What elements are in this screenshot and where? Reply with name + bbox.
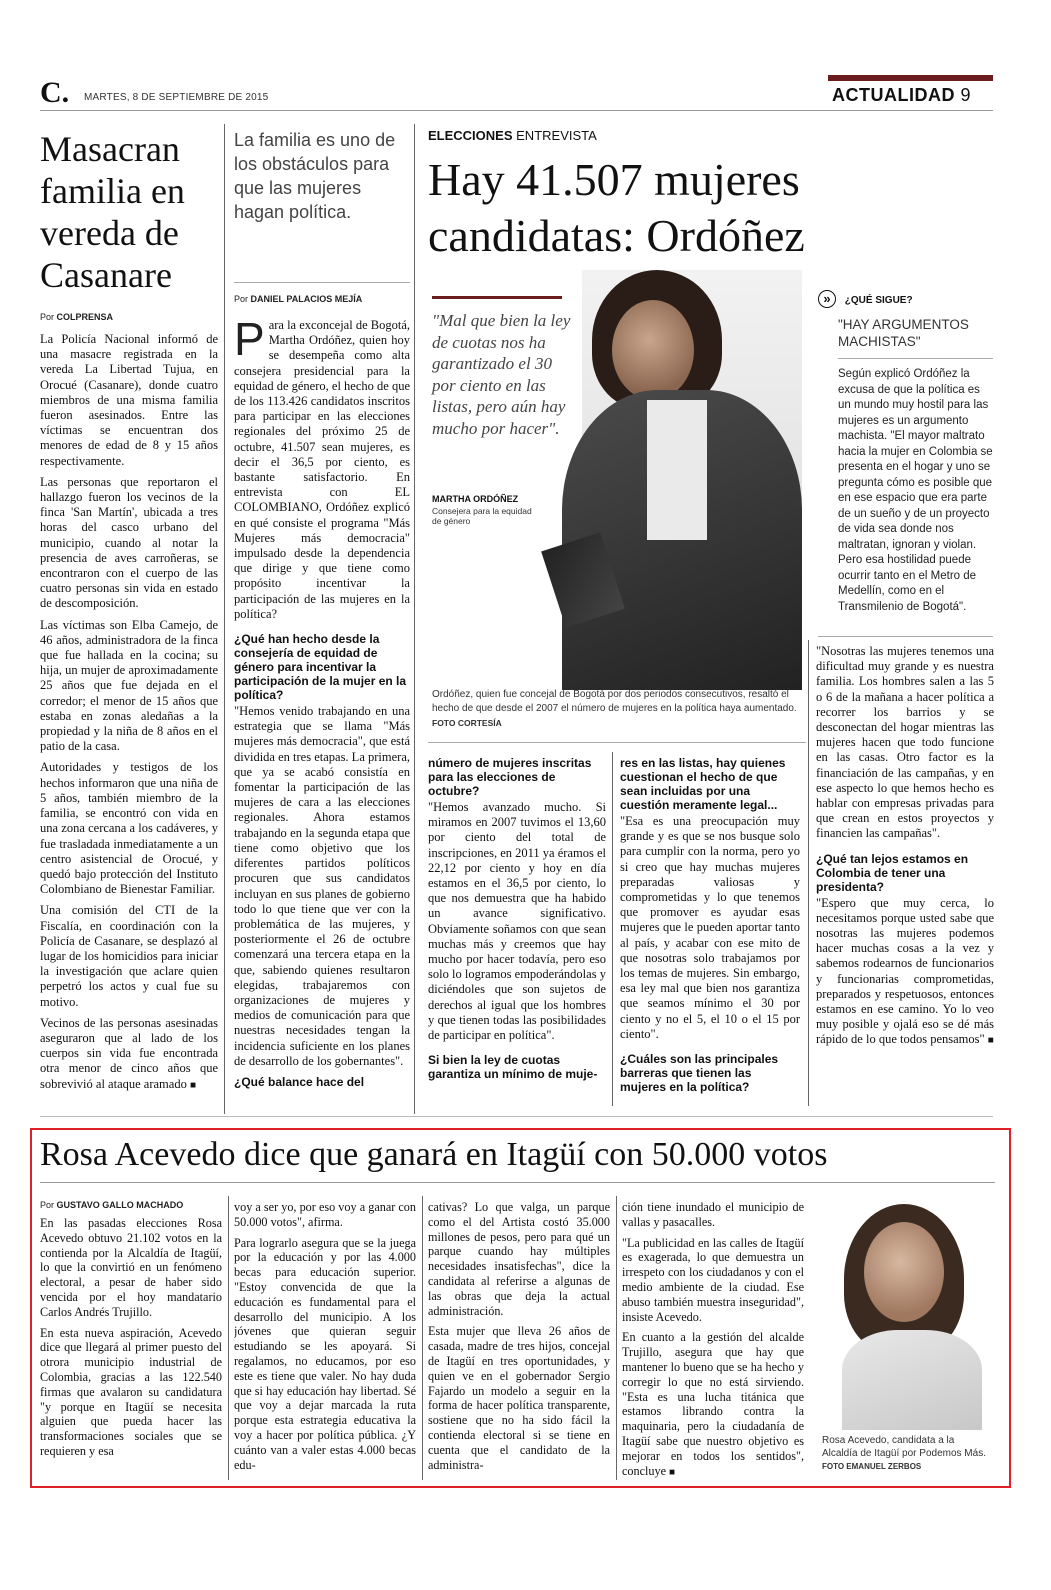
paragraph [40,1016,218,1093]
column-rule [414,124,415,1114]
photo-shirt [647,400,707,540]
caption-rule [428,742,806,743]
pullquote-top: La familia es uno de los obstáculos para que las mujeres hagan política. [234,130,396,222]
acevedo-headline: Rosa Acevedo dice que ganará en Itagüí con 50.000 votos [40,1136,828,1173]
acevedo-col-4 [622,1200,804,1484]
section-separator [40,1116,993,1117]
masacre-article [40,128,218,1102]
sidebar-header [818,290,993,308]
question: Si bien la ley de cuotas garantiza un mínimo de muje- [428,1053,598,1082]
paragraph: "La publicidad en las calles de Itagüí es exagerada, lo que demuestra un irrespeto con los ciudadanos y con el medio ambiente de la ciudad. Ese abuso también muestra inseguridad", insiste Acevedo. [622,1235,804,1324]
ordonez-quote-rule [432,296,562,299]
intro-paragraph [234,318,410,622]
column-rule [616,1196,617,1480]
kicker-light: ENTREVISTA [516,128,597,143]
sidebar-bottom-rule [818,636,993,637]
page-number: 9 [960,85,972,105]
paragraph: Una comisión del CTI de la Fiscalía, en coordinación con la Policía de Casanare, se desplazó al lugar de los homicidios para iniciar la investigación que aclare quien perpetró los actos y cual fue su motivo. [40,903,218,1009]
paragraph: En esta nueva aspiración, Acevedo dice que llegará al primer puesto del otrora municipio industrial de Colombia, gracias a las 122.540 firmas que avalaron su candidatura "y porque en Itagüí se necesita alguien que pueda hacer las transformaciones sociales que se requieren y esa [40,1325,222,1458]
byline-prefix: Por [40,1200,55,1210]
sidebar-title: "HAY ARGUMENTOS MACHISTAS" [838,316,993,359]
ordonez-photo-caption [432,688,802,731]
sidebar [818,290,993,615]
header-rule [40,110,993,111]
ordonez-quote: "Mal que bien la ley de cuotas nos ha garantizado el 30 por ciento en las listas, pero aún hay mucho por hacer". [432,311,571,438]
paragraph-text: En cuanto a la gestión del alcalde Trujillo, asegura que hay que mantener lo bueno que se ha hecho y corregir lo que no está sirviendo. "Esta es una lucha titánica que estamos librando contra la maquinaria, pero la ciudadanía de Itagüí sabe que nuestro objetivo es mejorar en todos los sentidos", concluye [622,1330,804,1478]
quote-role: Consejera para la equidad de género [432,506,532,526]
question: ¿Qué balance hace del [234,1074,365,1089]
paragraph: En las pasadas elecciones Rosa Acevedo obtuvo 21.102 votos en la contienda por la Alcaldía de Itagüí, lo que la convirtió en un fenómeno electoral, a pesar de haber sido vencida por el hoy mandatario Carlos Andrés Trujillo. [40,1216,222,1319]
acevedo-photo [822,1200,992,1430]
end-mark: ■ [669,1466,676,1478]
ordonez-col-4 [816,644,994,1106]
acevedo-col-2 [234,1200,416,1484]
issue-date: MARTES, 8 DE SEPTIEMBRE DE 2015 [84,92,269,103]
answer: "Hemos avanzado mucho. Si miramos en 2007 tuvimos el 13,60 por ciento del total de inscripciones, en 2011 ya éramos el 22,12 por ciento y hoy en día estamos en el 36,5 por ciento, lo que nos demuestra que ha habido un avance significativo. Obviamente soñamos con que sean muchas más y creemos que hay mucho por hacer todavía, pero eso solo lo logramos empoderándolas y diciéndoles que son sujetos de derechos al igual que los hombres y que tienen todas las posibilidades de participar en política". [428,800,606,1043]
byline-prefix: Por [40,312,55,322]
intro-text: ara la exconcejal de Bogotá, Martha Ordóñez, quien hoy se desempeña como alta consejera presidencial para la equidad de género, el hecho de que de los 113.426 candidatos inscritos para participar en las elecciones regionales del próximo 25 de octubre, 41.507 sean mujeres, es decir el 36,5 por ciento, es bastante satisfactorio. En entrevista con EL COLOMBIANO, Ordóñez explicó en qué consiste el programa "Más Mujeres más democracia" impulsado desde la dependencia que dirige y que tiene como propósito incentivar la participación de las mujeres en la política? [234,318,410,621]
question: res en las listas, hay quienes cuestionan el hecho de que sean incluidas por una cuestión meramente legal... [620,756,786,812]
paragraph: Para lograrlo asegura que se la juega por la educación y por las 4.000 becas para educación superior. "Estoy convencida de que la educación es fundamental para el desarrollo del municipio. A los jóvenes que quieran seguir estudiando se les apoyará. Si regalamos, no educamos, por eso este es tiene que valer. No hay duda que si hay educación hay libertad. Sé que voy a dejar marcada la ruta porque esta estrategia educativa la voy a hacer por política pública. ¿Y cuánto van a valer estas 4.000 becas edu- [234,1235,416,1472]
acevedo-headline-rule [40,1182,995,1183]
pullquote-rule [234,282,410,283]
paragraph-text: Vecinos de las personas asesinadas aseguraron que al lado de los cuerpos sin vida fue encontrada otra menor de cinco años que sobrevivió al ataque aramado [40,1015,218,1091]
section-top-bar [828,75,993,81]
ordonez-headline: Hay 41.507 mujeres candidatas: Ordóñez [428,154,805,261]
byline-author: DANIEL PALACIOS MEJÍA [250,294,363,304]
photo-jacket [842,1330,982,1430]
paragraph: Autoridades y testigos de los hechos informaron que una niña de 5 años, también miembro de la familia, se encontró con vida en una zona cercana a los cadáveres, y fue trasladada inmediatamente a un centro asistencial de Orocué, y quedó bajo protección del Instituto Colombiano de Bienestar Familiar. [40,760,218,897]
caption-text: Ordóñez, quien fue concejal de Bogotá por dos periodos consecutivos, resaltó el hecho de que desde el 2007 el número de mujeres en la política haya aumentado. [432,689,797,714]
sidebar-kicker: ¿QUÉ SIGUE? [844,295,913,306]
kicker-bold: ELECCIONES [428,128,513,143]
paragraph [622,1330,804,1480]
answer: "Hemos venido trabajando en una estrategia que se llama "Más mujeres más democracia", que está dividida en tres etapas. La primera, que ya se acabó consistía en fomentar la participación de las mujeres de cara a las elecciones regionales. Ahora estamos trabajando en la segunda etapa que tiene como objetivo que los diferentes partidos políticos procuren que sus candidatos incluyan en sus planes de gobierno todo lo que tiene que ver con la problemática de las mujeres, y posteriormente el 26 de octubre comenzará una tercera etapa en la que, sabiendo quienes resultaron elegidas, trabajaremos con organizaciones de mujeres y medios de comunicación para que nuestras necesidades tengan la incidencia suficiente en los planes de desarrollo de los gobernantes". [234,704,410,1068]
dropcap: P [234,318,265,365]
paragraph: voy a ser yo, por eso voy a ganar con 50.000 votos", afirma. [234,1200,416,1229]
column-rule [612,752,613,1106]
photo-face [612,300,694,400]
acevedo-byline [40,1200,183,1210]
paragraph: Las víctimas son Elba Camejo, de 46 años, administradora de la finca que fue hallada en la cocina; su hija, un mujer de aproximadamente 25 años que fue dejada en el corredor; el menor de 15 años que estaba en zonas aledañas a la propiedad y la niña de 8 años en el patio de la casa. [40,617,218,754]
ordonez-byline [234,294,362,304]
answer: "Nosotras las mujeres tenemos una dificultad muy grande y es nuestra familia. Los hombres salen a las 5 o 6 de la mañana a hacer política a recorrer los barrios y se desconectan del hogar mientras las mujeres hacen que todo funcione en las casas. Otro factor es la financiación de las campañas, y en ese aspecto lo que hemos hecho es hablar con empresas privadas para que crean en estos proyectos y financien las campañas". [816,644,994,841]
section-label [832,85,971,106]
acevedo-col-3 [428,1200,610,1484]
paragraph: Las personas que reportaron el hallazgo fueron los vecinos de la finca 'San Martín', ubicada a tres horas del casco urbano del municipio, cuando al notar la presencia de aves carroñeras, se encontraron con el cuerpo de las cuatro personas sin vida en estado de descomposición. [40,474,218,611]
column-rule [228,1196,229,1480]
caption-text: Rosa Acevedo, candidata a la Alcaldía de Itagüí por Podemos Más. [822,1435,986,1459]
question: ¿Qué tan lejos estamos en Colombia de tener una presidenta? [816,851,969,894]
column-rule [808,640,809,1106]
ordonez-kicker [428,128,597,143]
byline-prefix: Por [234,294,249,304]
ordonez-col-2 [428,752,606,1106]
acevedo-col-1 [40,1216,222,1484]
ordonez-col-3 [620,752,800,1106]
answer [816,896,994,1049]
column-rule [422,1196,423,1480]
column-rule [224,124,225,1114]
section-name: ACTUALIDAD [832,85,955,105]
photo-credit: FOTO EMANUEL ZERBOS [822,1462,922,1471]
masacre-byline [40,312,218,322]
question: ¿Cuáles son las principales barreras que tienen las mujeres en la política? [620,1052,779,1095]
sidebar-text: Según explicó Ordóñez la excusa de que la política es un mundo muy hostil para las mujeres es un argumento machista. "El mayor maltrato hacia la mujer en Colombia se presenta en el hogar y uno se pregunta cómo es posible que en ese espacio que era parte de un sueño y de un proyecto de vida sea donde nos maltratan, ignoran y violan. Pero esa hostilidad puede ocurrir tanto en el Metro de Medellín, como en el Transmilenio de Bogotá". [838,368,993,613]
paragraph: cativas? Lo que valga, un parque como el del Artista costó 35.000 millones de pesos, pero para qué un parque cuando hay múltiples necesidades insatisfechas", dice la candidata al referirse a algunas de las obras que deja la actual administración. [428,1200,610,1318]
question: número de mujeres inscritas para las elecciones de octubre? [428,756,592,798]
paragraph: ción tiene inundado el municipio de vallas y pasacalles. [622,1200,804,1229]
ordonez-col-1 [234,318,410,1106]
question: ¿Qué han hecho desde la consejería de equidad de género para incentivar la participación de la mujer en la política? [234,632,407,703]
quote-name: MARTHA ORDÓÑEZ [432,494,519,504]
chevron-right-icon: » [818,290,836,308]
masthead-logo: C. [40,76,70,109]
photo-face [864,1222,944,1322]
acevedo-photo-caption [822,1434,992,1473]
paragraph: La Policía Nacional informó de una masacre registrada en la vereda La Libertad Tujua, en Orocué (Casanare), donde cuatro miembros de una misma familia fueron asesinados. Entre las víctimas se encuentran dos menores de edad de 8 y 15 años respectivamente. [40,332,218,468]
end-mark: ■ [987,1035,994,1047]
end-mark: ■ [189,1079,196,1091]
answer: "Esa es una preocupación muy grande y es que se nos busque solo para cumplir con la norma, pero yo si creo que hay muchas mujeres preparadas valiosas y comprometidas y lo que tenemos que promover es ayudar esas mujeres que le pueden aportar tanto al país, y acabar con ese mito de que nosotras solo trabajamos por los temas de mujeres. Sin embargo, esa ley mal que bien nos garantiza que seamos mínimo el 30 por ciento y no el 5, el 10 o el 15 por ciento". [620,814,800,1041]
paragraph: Esta mujer que lleva 26 años de casada, madre de tres hijos, concejal de Itagüí en tres oportunidades, y quien ve en el gobernador Sergio Fajardo un modelo a seguir en la forma de hacer política transparente, sostiene que no ha sido fácil la contienda electoral si se tiene en cuenta que el candidato de la administra- [428,1324,610,1472]
byline-author: COLPRENSA [56,312,114,322]
answer-text: "Espero que muy cerca, lo necesitamos porque usted sabe que nosotras las mujeres podemos hacer muchas cosas a la vez y sabemos rodearnos de funcionarios y funcionarias comprometidas, preparados y respetuosos, entonces estamos en ese camino. Yo lo veo muy posible y ojalá eso se dé más rápido de lo que todos pensamos" [816,895,994,1047]
masacre-headline: Masacran familia en vereda de Casanare [40,129,185,295]
byline-author: GUSTAVO GALLO MACHADO [56,1200,184,1210]
photo-credit: FOTO CORTESÍA [432,718,502,728]
masacre-body [40,332,218,1102]
